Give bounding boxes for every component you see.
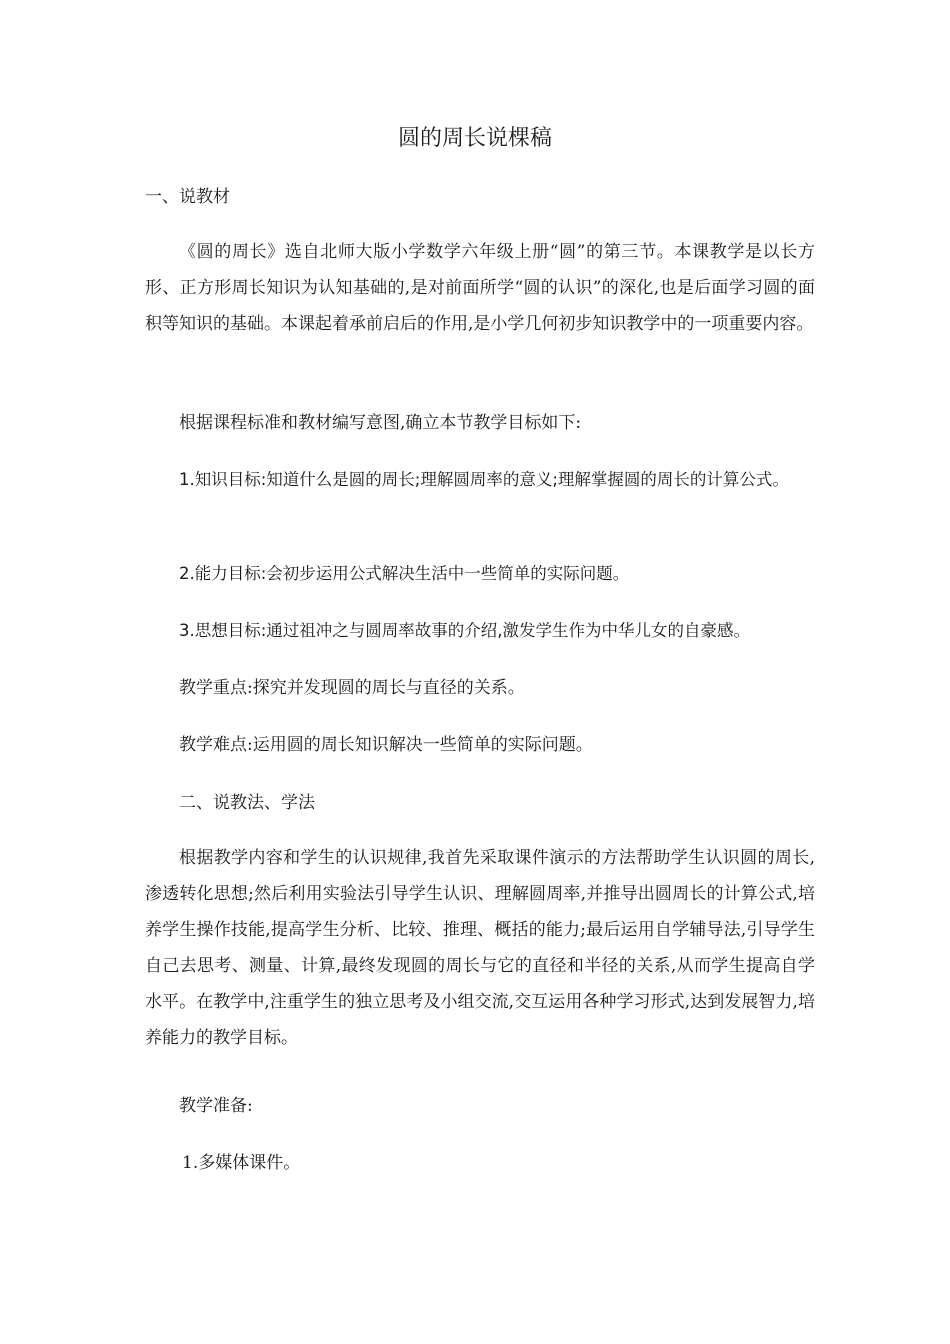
section-heading-methods: 二、说教法、学法 [179, 793, 315, 813]
teaching-key-point: 教学重点:探究并发现圆的周长与直径的关系。 [179, 678, 525, 698]
document-title: 圆的周长说棵稿 [397, 126, 552, 151]
teaching-preparation-heading: 教学准备: [179, 1096, 253, 1116]
goals-intro: 根据课程标准和教材编写意图,确立本节教学目标如下: [179, 413, 582, 433]
paragraph-textbook: 《圆的周长》选自北师大版小学数学六年级上册“圆”的第三节。本课教学是以长方形、正方形周长知识为认知基础的,是对前面所学“圆的认识”的深化,也是后面学习圆的面积等知识的基础。本课起着承前启后的作用,是小学几何初步知识教学中的一项重要内容。 [145, 242, 815, 334]
teaching-difficulty: 教学难点:运用圆的周长知识解决一些简单的实际问题。 [179, 735, 593, 755]
section-heading-textbook: 一、说教材 [145, 187, 230, 207]
preparation-item-1: 1.多媒体课件。 [182, 1153, 301, 1173]
goal-knowledge: 1.知识目标:知道什么是圆的周长;理解圆周率的意义;理解掌握圆的周长的计算公式。 [179, 470, 789, 489]
paragraph-methods: 根据教学内容和学生的认识规律,我首先采取课件演示的方法帮助学生认识圆的周长,渗透转化思想;然后利用实验法引导学生认识、理解圆周率,并推导出圆周长的计算公式,培养学生操作技能,提高学生分析、比较、推理、概括的能力;最后运用自学辅导法,引导学生自己去思考、测量、计算,最终发现圆的周长与它的直径和半径的关系,从而学生提高自学水平。在教学中,注重学生的独立思考及小组交流,交互运用各种学习形式,达到发展智力,培养能力的教学目标。 [145, 848, 815, 1048]
goal-ability: 2.能力目标:会初步运用公式解决生活中一些简单的实际问题。 [179, 564, 630, 583]
goal-ideology: 3.思想目标:通过祖冲之与圆周率故事的介绍,激发学生作为中华儿女的自豪感。 [179, 621, 751, 640]
